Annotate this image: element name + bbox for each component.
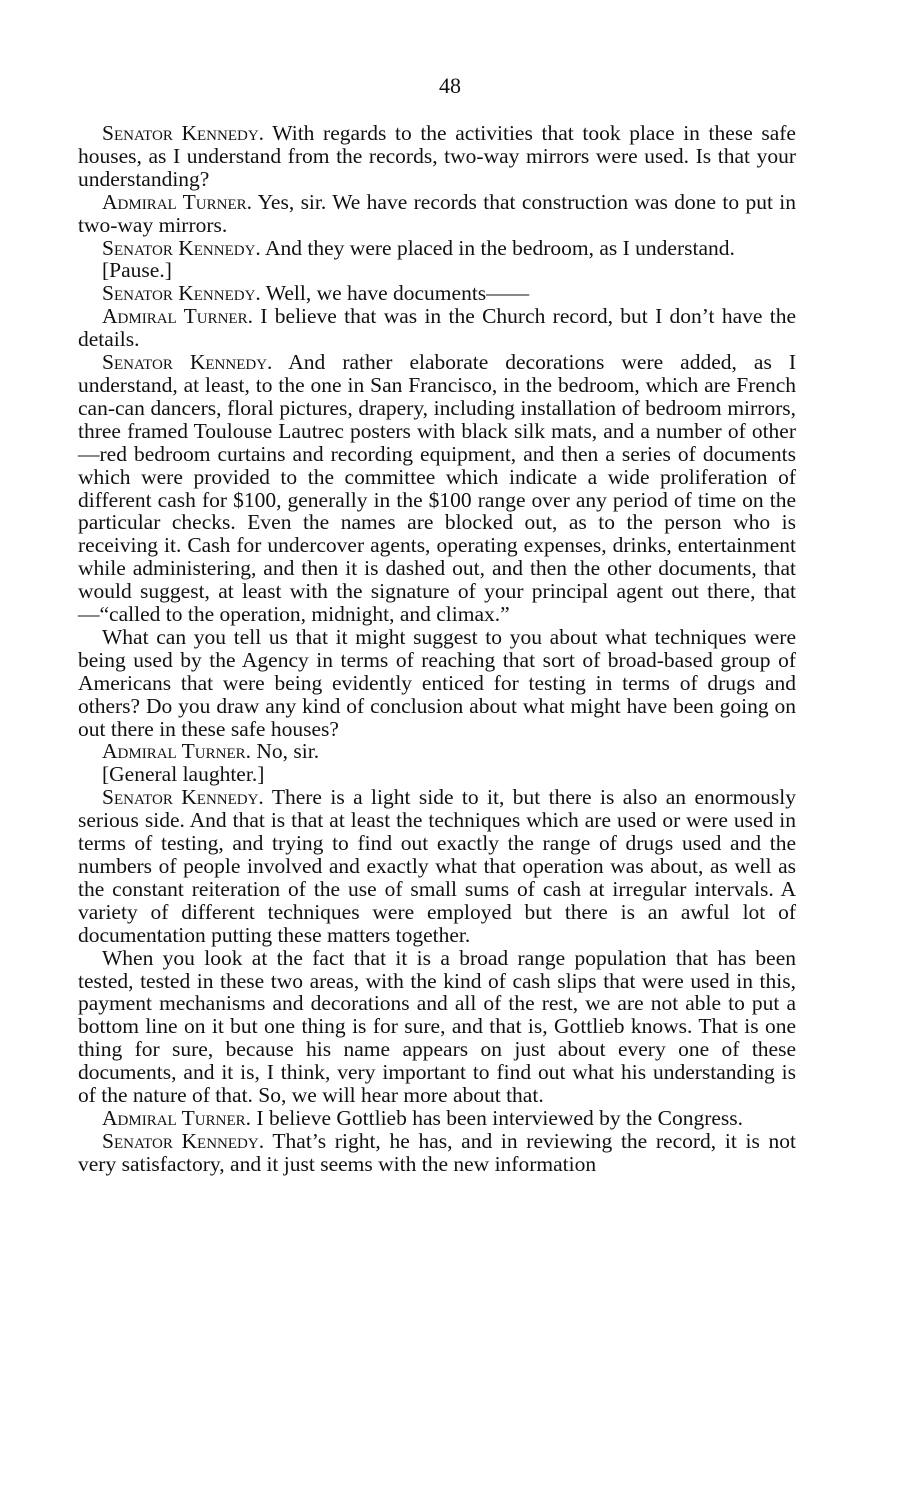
stage-direction: [Pause.] — [102, 258, 172, 283]
paragraph-text: I believe that was in the Church record, but I don’t have the details. — [78, 304, 797, 352]
transcript-paragraph — [78, 947, 796, 1107]
speaker-name: Admiral Turner. — [102, 739, 252, 764]
paragraph-text: And rather elaborate decorations were added, as I understand, at least, to the one in San Francisco, in the bedroom, which are French can-can dancers, floral pictures, drapery, including installation of bedroom mirrors, three framed Toulouse Lautrec posters with black silk mats, and a number of other—red bedroom curtains and recording equipment, and then a series of documents which were provided to the committee which indicate a wide proliferation of different cash for $100, generally in the $100 range over any period of time on the particular checks. Even the names are blocked out, as to the person who is receiving it. Cash for undercover agents, operating expenses, drinks, entertainment while administering, and then it is dashed out, and then the other documents, that would suggest, at least with the signature of your principal agent out there, that—“called to the operation, midnight, and climax.” — [78, 350, 796, 627]
page-number: 48 — [439, 73, 461, 98]
transcript-paragraph — [78, 122, 796, 191]
transcript-paragraph — [78, 626, 796, 741]
paragraph-text: And they were placed in the bedroom, as I understand. — [265, 235, 735, 260]
speaker-name: Senator Kennedy. — [102, 1128, 265, 1153]
transcript-paragraph — [78, 763, 796, 786]
transcript-paragraph — [78, 305, 796, 351]
transcript-body — [78, 122, 796, 1176]
paragraph-text: No, sir. — [256, 739, 320, 764]
transcript-paragraph — [78, 786, 796, 946]
transcript-paragraph — [78, 282, 796, 305]
speaker-name: Admiral Turner. — [102, 304, 253, 329]
speaker-name: Senator Kennedy. — [102, 235, 261, 260]
paragraph-text: With regards to the activities that took place in these safe houses, as I understand from the records, two-way mirrors were used. Is that your understanding? — [78, 121, 796, 191]
paragraph-text: What can you tell us that it might suggest to you about what techniques were being used by the Agency in terms of reaching that sort of broad-based group of Americans that were being evidently enticed for testing in terms of drugs and others? Do you draw any kind of conclusion about what might have been going on out there in these safe houses? — [78, 624, 796, 741]
paragraph-text: Well, we have documents—— — [265, 281, 530, 306]
speaker-name: Senator Kennedy. — [102, 121, 265, 145]
paragraph-text: There is a light side to it, but there is also an enormously serious side. And that is that at least the techniques which are used or were used in terms of testing, and trying to find out exactly the range of drugs used and the numbers of people involved and exactly what that operation was about, as well as the constant reiteration of the use of small sums of cash at irregular intervals. A variety of different techniques were employed but there is an awful lot of documentation putting these matters together. — [78, 785, 796, 947]
transcript-paragraph — [78, 191, 796, 237]
paragraph-text: When you look at the fact that it is a broad range population that has been tested, tested in these two areas, with the kind of cash slips that were used in this, payment mechanisms and decorations and all of the rest, we are not able to put a bottom line on it but one thing is for sure, and that is, Gottlieb knows. That is one thing for sure, because his name appears on just about every one of these documents, and it is, I think, very important to find out what his understanding is of the nature of that. So, we will hear more about that. — [78, 945, 796, 1108]
transcript-paragraph — [78, 1107, 796, 1130]
speaker-name: Senator Kennedy. — [102, 350, 273, 375]
speaker-name: Senator Kennedy. — [102, 785, 264, 810]
speaker-name: Admiral Turner. — [102, 1105, 252, 1130]
transcript-paragraph — [78, 740, 796, 763]
transcript-paragraph — [78, 351, 796, 626]
speaker-name: Senator Kennedy. — [102, 281, 261, 306]
paragraph-text: Yes, sir. We have records that construction was done to put in two-way mirrors. — [78, 189, 796, 237]
stage-direction: [General laughter.] — [102, 762, 265, 787]
paragraph-text: That’s right, he has, and in reviewing the record, it is not very satisfactory, and it just seems with the new information — [78, 1128, 796, 1176]
speaker-name: Admiral Turner. — [102, 189, 252, 214]
paragraph-text: I believe Gottlieb has been interviewed by the Congress. — [256, 1105, 744, 1130]
transcript-paragraph — [78, 1130, 796, 1176]
transcript-paragraph — [78, 237, 796, 260]
transcript-paragraph — [78, 259, 796, 282]
